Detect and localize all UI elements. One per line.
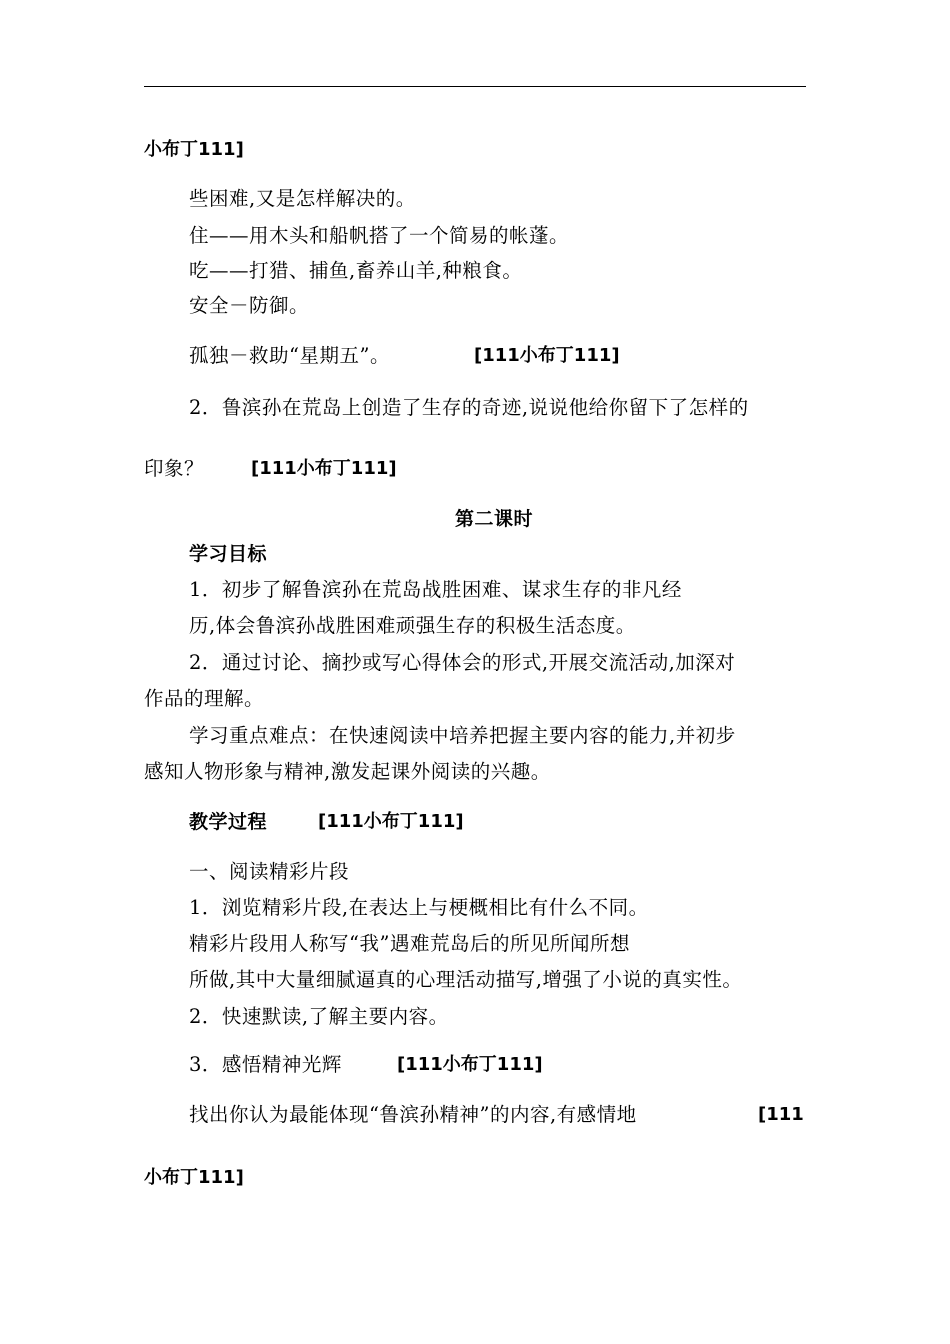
text-line: 些困难,又是怎样解决的。	[189, 187, 416, 210]
text-line: 2．通过讨论、摘抄或写心得体会的形式,开展交流活动,加深对	[189, 651, 736, 674]
text-line: 一、阅读精彩片段	[189, 860, 350, 883]
text-line: 住——用木头和船帆搭了一个简易的帐蓬。	[189, 224, 570, 247]
goals-heading: 学习目标	[189, 543, 268, 565]
text-line: 找出你认为最能体现“鲁滨孙精神”的内容,有感情地	[189, 1103, 637, 1126]
text-line: 3．感悟精神光辉	[189, 1053, 342, 1076]
annotation-tag: 小布丁111]	[144, 1167, 244, 1188]
text-line: 安全－防御。	[189, 294, 310, 317]
text-line: 作品的理解。	[144, 687, 265, 710]
annotation-tag: [111小布丁111]	[397, 1054, 543, 1075]
process-heading: 教学过程	[189, 811, 268, 833]
annotation-tag: [111小布丁111]	[318, 811, 464, 832]
text-line: 历,体会鲁滨孙战胜困难顽强生存的积极生活态度。	[189, 614, 636, 637]
section-title: 第二课时	[455, 508, 534, 530]
annotation-tag: [111	[758, 1104, 804, 1125]
text-line: 吃——打猎、捕鱼,畜养山羊,种粮食。	[189, 259, 523, 282]
header-rule	[144, 86, 806, 87]
text-line: 2．快速默读,了解主要内容。	[189, 1005, 449, 1028]
annotation-tag: [111小布丁111]	[474, 345, 620, 366]
text-line: 1．浏览精彩片段,在表达上与梗概相比有什么不同。	[189, 896, 649, 919]
text-line: 所做,其中大量细腻逼真的心理活动描写,增强了小说的真实性。	[189, 968, 743, 991]
text-line: 2．鲁滨孙在荒岛上创造了生存的奇迹,说说他给你留下了怎样的	[189, 396, 749, 419]
text-line: 学习重点难点：在快速阅读中培养把握主要内容的能力,并初步	[189, 724, 736, 747]
text-line: 印象？	[144, 457, 205, 480]
annotation-tag: 小布丁111]	[144, 139, 244, 160]
text-line: 感知人物形象与精神,激发起课外阅读的兴趣。	[144, 760, 551, 783]
text-line: 1．初步了解鲁滨孙在荒岛战胜困难、谋求生存的非凡经	[189, 578, 682, 601]
annotation-tag: [111小布丁111]	[251, 458, 397, 479]
text-line: 精彩片段用人称写“我”遇难荒岛后的所见所闻所想	[189, 932, 630, 955]
text-line: 孤独－救助“星期五”。	[189, 344, 390, 367]
